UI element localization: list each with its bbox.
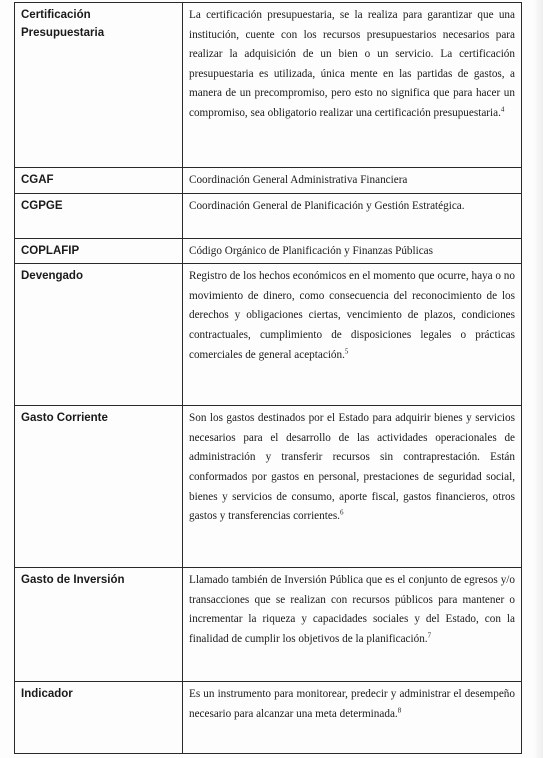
- definition-cell: [183, 3, 522, 168]
- term-cell: CGPGE: [15, 193, 183, 238]
- definition-text: La certificación presupuestaria, se la realiza para garantizar que una institución, cuente con los recursos presupuestarios necesarios para realizar la adquisición de un bien o un servicio. La certificación presupuestaria es utilizada, única mente en las partidas de gastos, a manera de un precompromiso, pero esto no significa que para hacer un compromiso, sea obligatorio realizar una certificación presupuestaria.: [189, 9, 515, 119]
- term-cell: Gasto Corriente: [15, 406, 183, 568]
- definition-text: Son los gastos destinados por el Estado para adquirir bienes y servicios necesarios para el desarrollo de las actividades operacionales de administración y transferir recursos sin contraprestación. Están conformados por gastos en personal, prestaciones de seguridad social, bienes y servicios de consumo, aporte fiscal, gastos financieros, otros gastos y transferencias corrientes.: [189, 412, 515, 523]
- definition-text: Código Orgánico de Planificación y Finanzas Públicas: [189, 244, 434, 257]
- definition-cell: [183, 568, 522, 682]
- term-cell: Gasto de Inversión: [15, 568, 183, 682]
- definition-text: Coordinación General de Planificación y Gestión Estratégica.: [189, 199, 465, 212]
- table-row: [15, 682, 522, 754]
- footnote-marker: 7: [427, 631, 432, 640]
- table-row: [15, 168, 522, 194]
- definition-cell: [183, 406, 522, 568]
- table-row: [15, 238, 522, 264]
- definition-text: Es un instrumento para monitorear, predecir y administrar el desempeño necesario para alcanzar una meta determinada.: [189, 688, 515, 720]
- definition-text: Registro de los hechos económicos en el momento que ocurre, haya o no movimiento de dinero, como consecuencia del reconocimiento de los derechos y obligaciones ciertas, vencimiento de plazos, condiciones contractuales, cumplimiento de disposiciones legales o prácticas comerciales de general aceptación.: [189, 270, 515, 361]
- table-row: [15, 3, 522, 168]
- definition-cell: [183, 238, 522, 264]
- footnote-marker: 5: [344, 346, 349, 355]
- table-row: [15, 193, 522, 238]
- footnote-marker: 8: [397, 706, 402, 715]
- footnote-marker: 4: [500, 105, 505, 114]
- term-cell: COPLAFIP: [15, 238, 183, 264]
- definition-cell: [183, 264, 522, 406]
- definition-cell: [183, 682, 522, 754]
- definition-text: Coordinación General Administrativa Financiera: [189, 174, 408, 186]
- term-cell: Devengado: [15, 264, 183, 406]
- term-cell: Certificación Presupuestaria: [15, 3, 183, 168]
- definition-text: Llamado también de Inversión Pública que es el conjunto de egresos y/o transacciones que se realizan con recursos públicos para mantener o incrementar la riqueza y capacidades sociales y del Estado, con la finalidad de cumplir los objetivos de la planificación.: [189, 574, 515, 645]
- term-cell: CGAF: [15, 168, 183, 194]
- footnote-marker: 6: [339, 508, 344, 517]
- term-cell: Indicador: [15, 682, 183, 754]
- definition-cell: [183, 168, 522, 194]
- table-row: [15, 406, 522, 568]
- table-row: [15, 264, 522, 406]
- glossary-table: [14, 2, 522, 754]
- table-row: [15, 568, 522, 682]
- definition-cell: [183, 193, 522, 238]
- scan-edge-shadow: [533, 0, 543, 758]
